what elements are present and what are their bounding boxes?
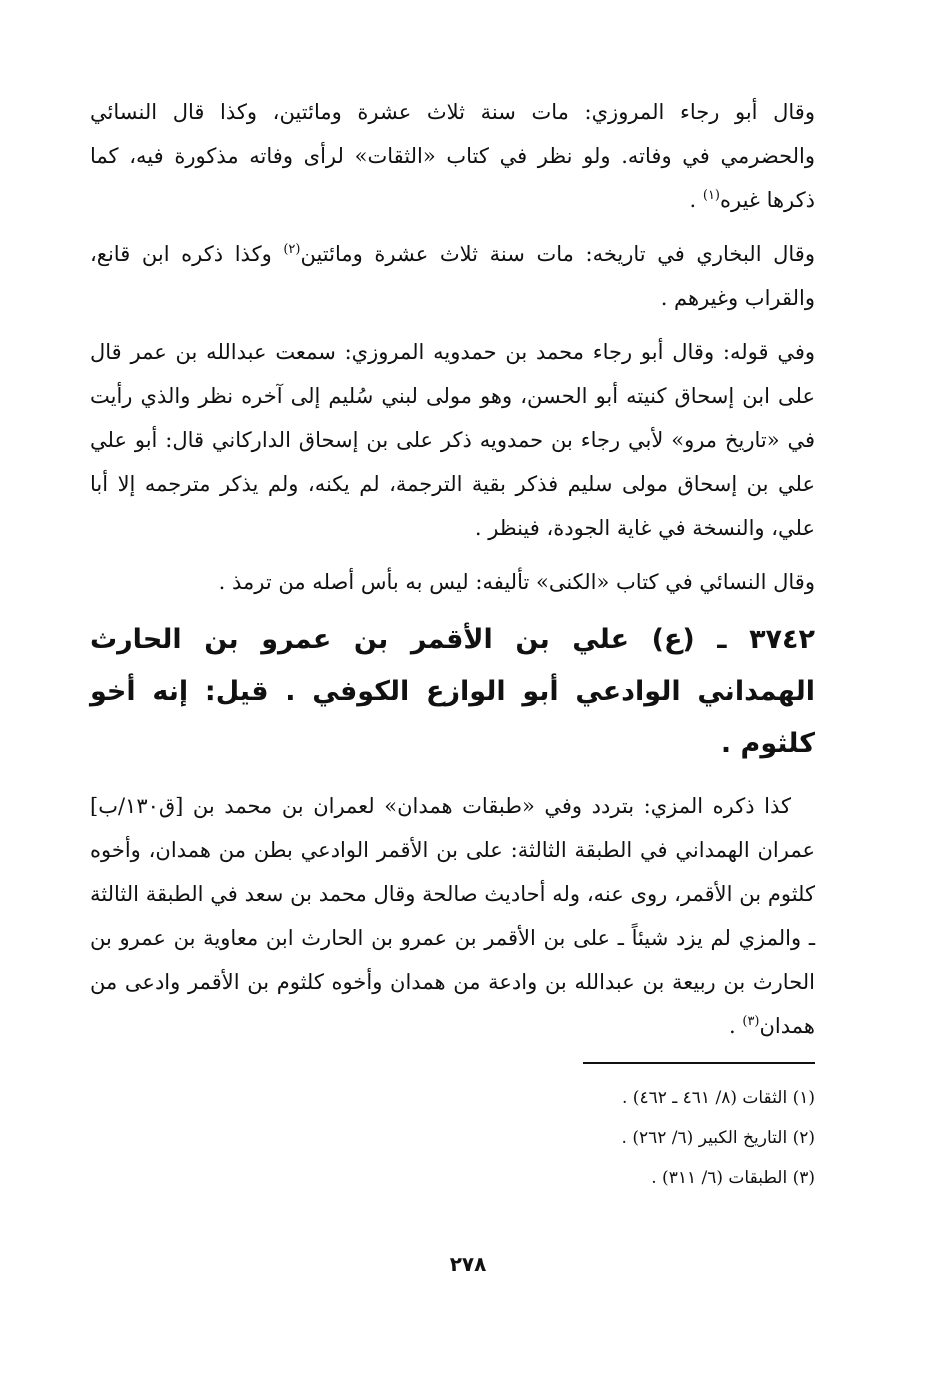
paragraph-4 bbox=[90, 560, 815, 604]
paragraph-1-tail: . bbox=[689, 188, 703, 212]
entry-paragraph-text: كذا ذكره المزي: بتردد وفي «طبقات همدان» لعمران بن محمد بن [ق١٣٠/ب] عمران الهمداني في الطبقة الثالثة: على بن الأقمر الوادعي بطن من همدان، وأخوه كلثوم بن الأقمر، روى عنه، وله أحاديث صالحة وقال محمد بن سعد في الطبقة الثالثة ـ والمزي لم يزد شيئاً ـ على بن الأقمر بن عمرو بن الحارث ابن معاوية بن عمرو بن الحارث بن ربيعة بن عبدالله بن وادعة من همدان وأخوه كلثوم بن الأقمر وادعى من همدان bbox=[90, 794, 815, 1038]
paragraph-1 bbox=[90, 90, 815, 222]
paragraph-2-text: وقال البخاري في تاريخه: مات سنة ثلاث عشرة ومائتين bbox=[300, 242, 815, 266]
footnotes-list bbox=[90, 1078, 815, 1198]
paragraph-2-tail: وكذا ذكره ابن قانع، والقراب وغيرهم . bbox=[90, 242, 815, 310]
entry-paragraph-tail: . bbox=[729, 1014, 743, 1038]
footnote-ref-3: (٣) bbox=[742, 1014, 760, 1029]
entry-body bbox=[90, 784, 815, 1048]
entry-heading: ٣٧٤٢ ـ (ع) علي بن الأقمر بن عمرو بن الحارث الهمداني الوادعي أبو الوازع الكوفي . قيل: إنه أخو كلثوم . bbox=[90, 624, 815, 759]
footnote-ref-1: (١) bbox=[702, 188, 720, 203]
paragraph-4-text: وقال النسائي في كتاب «الكنى» تأليفه: ليس به بأس أصله من ترمذ . bbox=[218, 570, 815, 594]
paragraph-3 bbox=[90, 330, 815, 550]
footnote-3: (٣) الطبقات (٦/ ٣١١) . bbox=[651, 1168, 815, 1188]
footnote-divider bbox=[583, 1062, 815, 1064]
paragraph-1-text: وقال أبو رجاء المروزي: مات سنة ثلاث عشرة ومائتين، وكذا قال النسائي والحضرمي في وفاته. ولو نظر في كتاب «الثقات» لرأى وفاته مذكورة فيه، كما ذكرها غيره bbox=[90, 100, 815, 212]
footnote-ref-2: (٢) bbox=[283, 242, 301, 257]
paragraph-2 bbox=[90, 232, 815, 320]
footnote-2: (٢) التاريخ الكبير (٦/ ٢٦٢) . bbox=[621, 1128, 815, 1148]
paragraph-3-text: وفي قوله: وقال أبو رجاء محمد بن حمدويه المروزي: سمعت عبدالله بن عمر قال على ابن إسحاق كنيته أبو الحسن، وهو مولى لبني سُليم إلى آخره نظر والذي رأيت في «تاريخ مرو» لأبي رجاء بن حمدويه ذكر على بن إسحاق الداركاني قال: أبو علي علي بن إسحاق مولى سليم فذكر بقية الترجمة، لم يكنه، ولم يذكر مترجمه إلا أبا علي، والنسخة في غاية الجودة، فينظر . bbox=[90, 340, 815, 540]
main-text bbox=[90, 90, 815, 604]
entry-paragraph bbox=[90, 784, 815, 1048]
page-number: ٢٧٨ bbox=[449, 1252, 487, 1276]
footnote-1: (١) الثقات (٨/ ٤٦١ ـ ٤٦٢) . bbox=[621, 1088, 815, 1108]
book-page bbox=[90, 90, 815, 1380]
